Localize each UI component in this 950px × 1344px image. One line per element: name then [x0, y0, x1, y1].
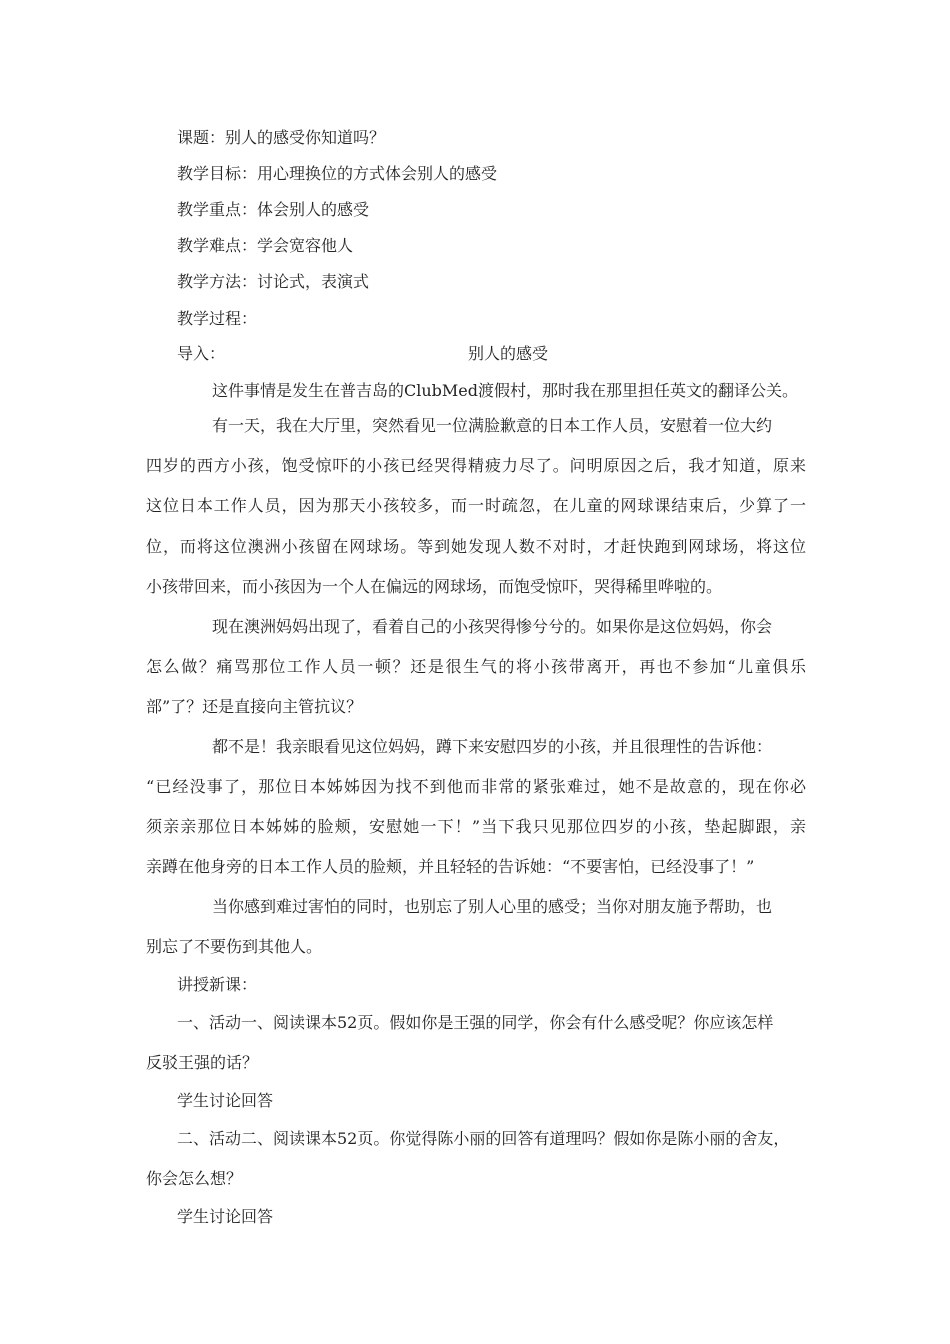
goal-line: 教学目标：用心理换位的方式体会别人的感受: [177, 164, 498, 183]
story-p4-line-3: 须亲亲那位日本姊姊的脸颊，安慰她一下！”当下我只见那位四岁的小孩，垫起脚跟，亲: [146, 817, 806, 836]
story-p4-line-4: 亲蹲在他身旁的日本工作人员的脸颊，并且轻轻的告诉她：“不要害怕，已经没事了！”: [146, 857, 755, 876]
story-p2-line-3: 这位日本工作人员，因为那天小孩较多，而一时疏忽，在儿童的网球课结束后，少算了一: [146, 496, 806, 515]
story-title: 别人的感受: [468, 344, 549, 363]
key-point-line: 教学重点：体会别人的感受: [177, 200, 370, 219]
intro-label: 导入：: [177, 344, 226, 363]
activity-2-line-2: 你会怎么想？: [146, 1169, 243, 1188]
story-p2-line-4: 位，而将这位澳洲小孩留在网球场。等到她发现人数不对时，才赶快跑到网球场，将这位: [146, 537, 806, 556]
activity-1-line-2: 反驳王强的话？: [146, 1053, 259, 1072]
story-p2-line-1: 有一天，我在大厅里，突然看见一位满脸歉意的日本工作人员，安慰着一位大约: [212, 416, 773, 435]
new-lesson-label: 讲授新课：: [177, 975, 258, 994]
difficulty-line: 教学难点：学会宽容他人: [177, 236, 354, 255]
story-p3-line-2: 怎么做？痛骂那位工作人员一顿？还是很生气的将小孩带离开，再也不参加“儿童俱乐: [146, 657, 806, 676]
topic-line: 课题：别人的感受你知道吗？: [177, 128, 386, 147]
story-p4-line-1: 都不是！我亲眼看见这位妈妈，蹲下来安慰四岁的小孩，并且很理性的告诉他：: [212, 737, 773, 756]
story-p5-line-1: 当你感到难过害怕的同时，也别忘了别人心里的感受；当你对朋友施予帮助，也: [212, 897, 773, 916]
story-p2-line-5: 小孩带回来，而小孩因为一个人在偏远的网球场，而饱受惊吓，哭得稀里哗啦的。: [146, 577, 723, 596]
story-paragraph-1: 这件事情是发生在普吉岛的ClubMed渡假村，那时我在那里担任英文的翻译公关。: [212, 381, 799, 400]
story-p3-line-1: 现在澳洲妈妈出现了，看着自己的小孩哭得惨兮兮的。如果你是这位妈妈，你会: [212, 617, 773, 636]
story-p5-line-2: 别忘了不要伤到其他人。: [146, 937, 323, 956]
discussion-1: 学生讨论回答: [177, 1091, 274, 1110]
process-line: 教学过程：: [177, 309, 258, 328]
activity-1-line-1: 一、活动一、阅读课本52页。假如你是王强的同学，你会有什么感受呢？你应该怎样: [177, 1013, 774, 1032]
discussion-2: 学生讨论回答: [177, 1207, 274, 1226]
story-p4-line-2: “已经没事了，那位日本姊姊因为找不到他而非常的紧张难过，她不是故意的，现在你必: [146, 777, 806, 796]
method-line: 教学方法：讨论式，表演式: [177, 272, 370, 291]
activity-2-line-1: 二、活动二、阅读课本52页。你觉得陈小丽的回答有道理吗？假如你是陈小丽的舍友，: [177, 1129, 790, 1148]
story-p2-line-2: 四岁的西方小孩，饱受惊吓的小孩已经哭得精疲力尽了。问明原因之后，我才知道，原来: [146, 456, 806, 475]
story-p3-line-3: 部”了？还是直接向主管抗议？: [146, 697, 363, 716]
